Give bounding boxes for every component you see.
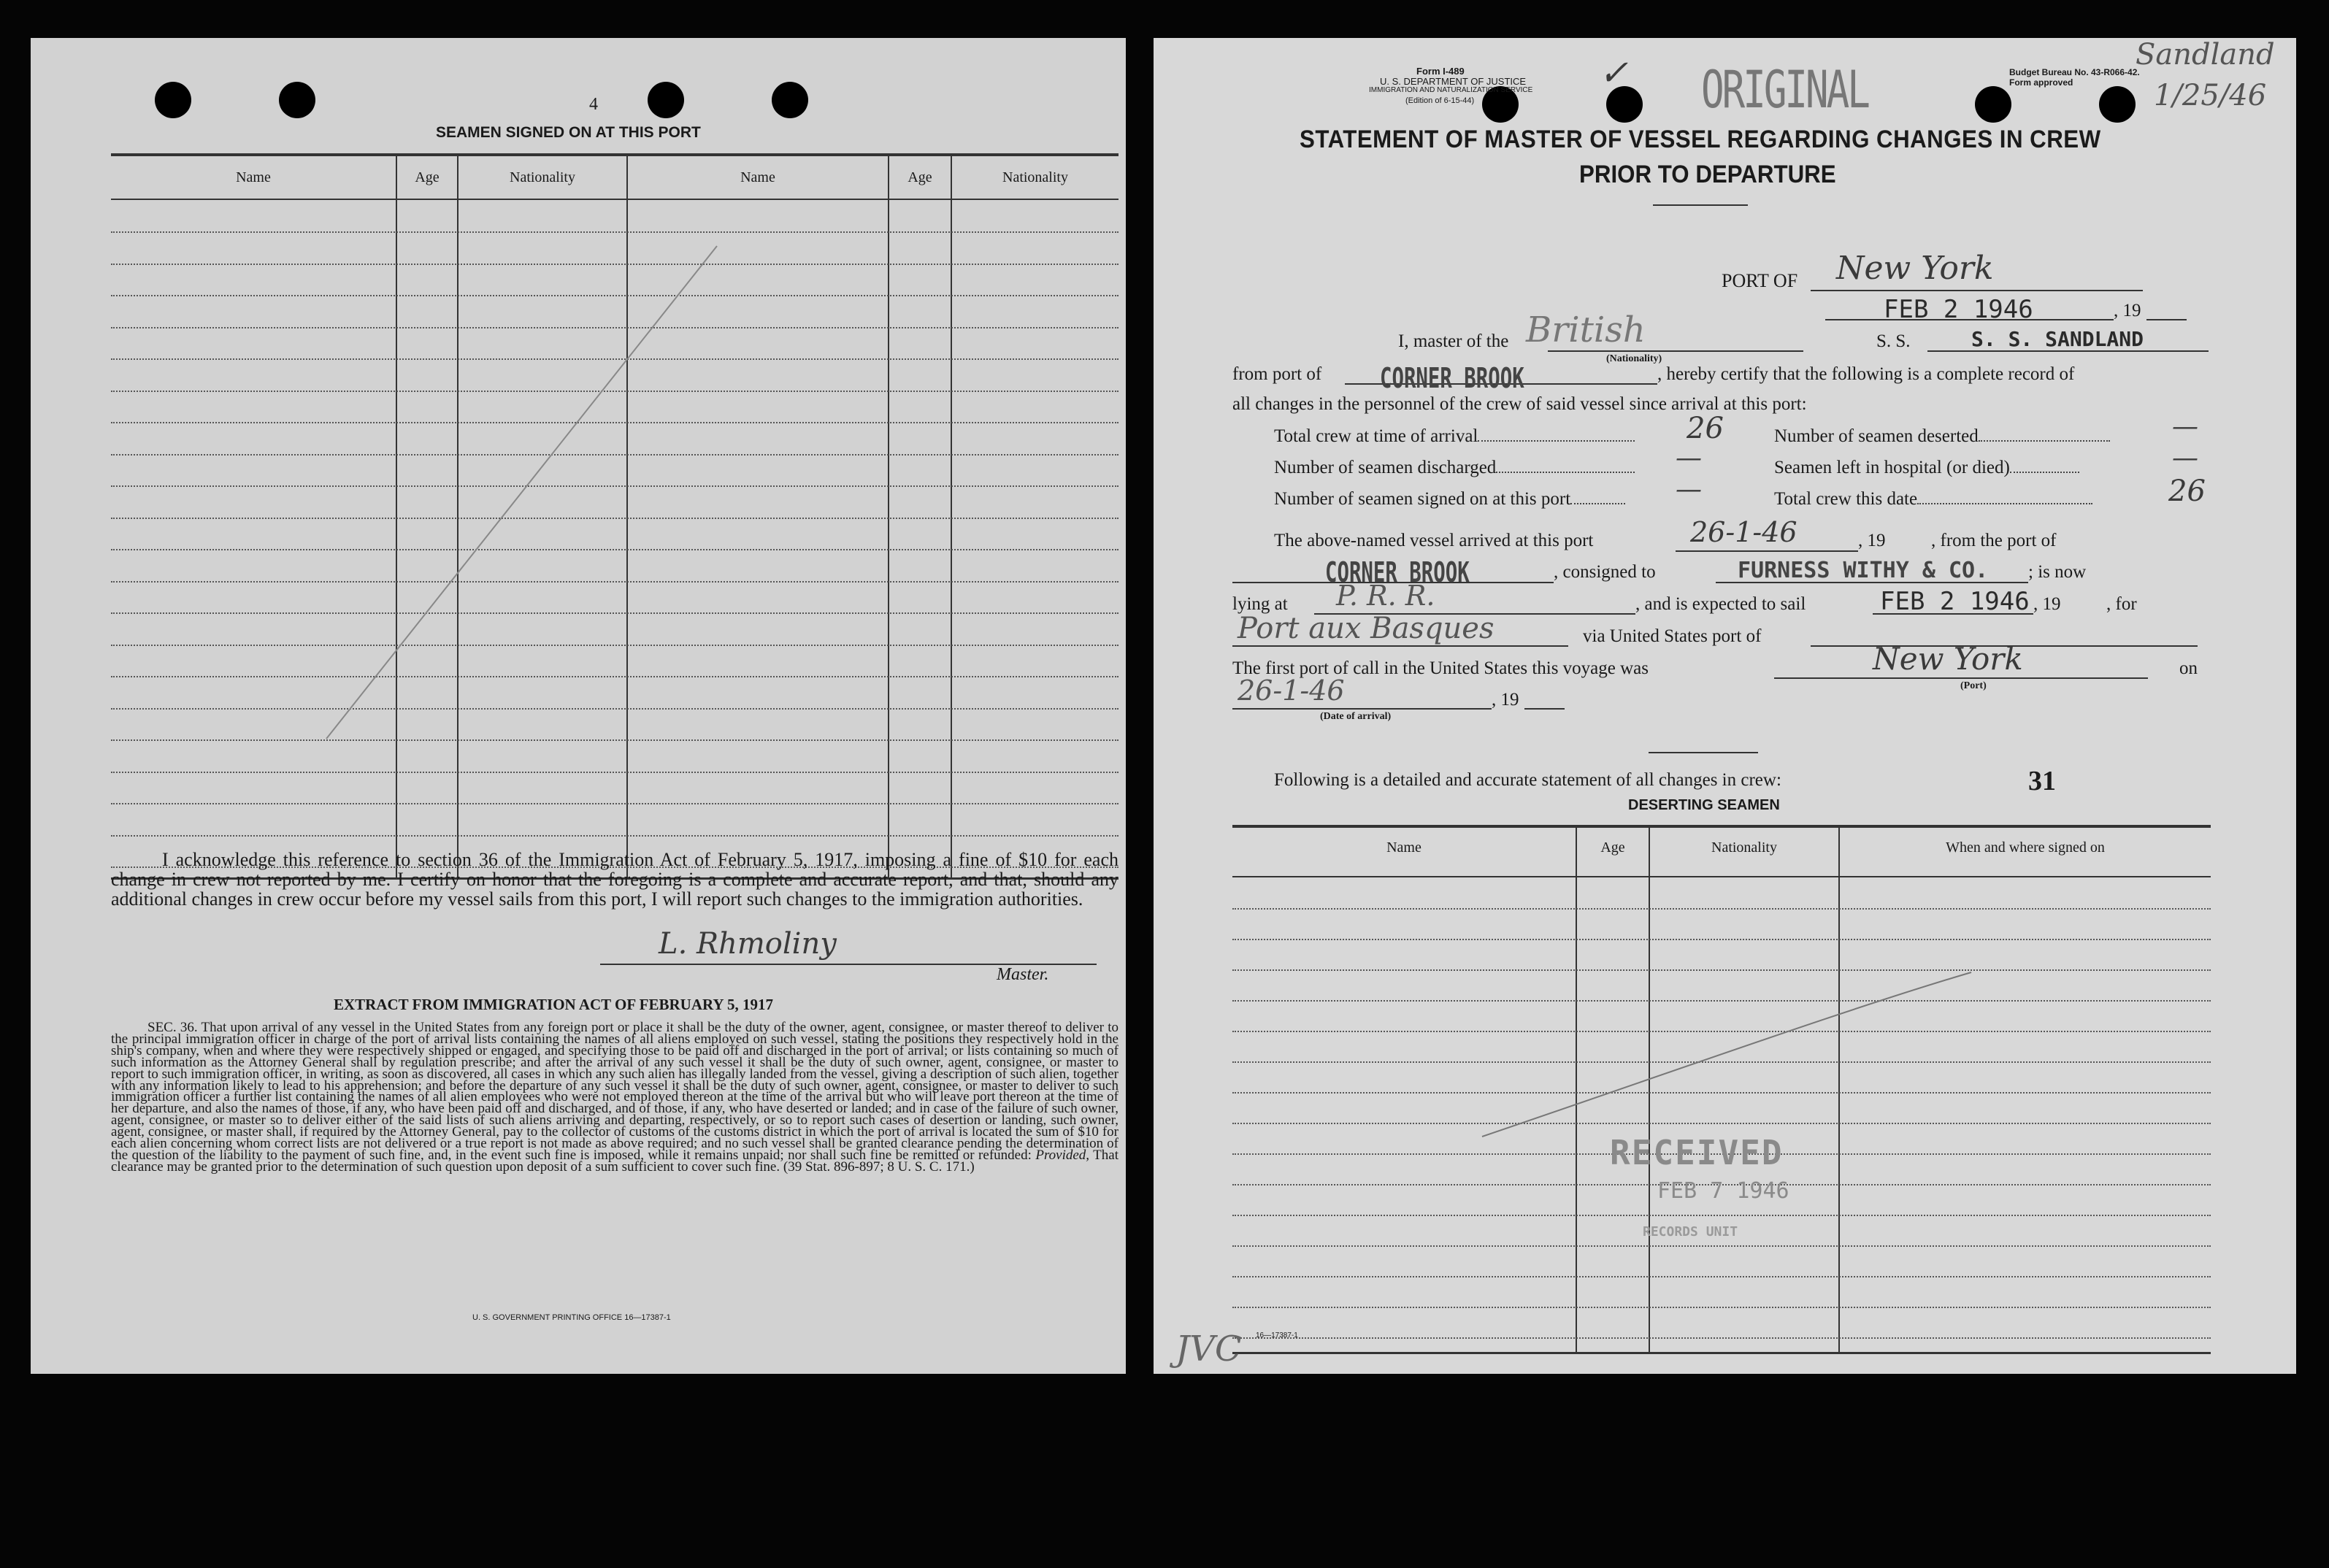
form-approved: Form approved <box>2009 77 2073 88</box>
first-port-value: New York <box>1873 641 2023 677</box>
from-port-label: from port of <box>1232 364 1322 384</box>
arrival-date-value: 26-1-46 <box>1238 675 1345 707</box>
master-signature: L. Rhmoliny <box>659 927 837 961</box>
discharged-label: Number of seamen discharged <box>1274 458 1635 478</box>
service-name: IMMIGRATION AND NATURALIZATION SERVICE <box>1369 86 1533 94</box>
des-col-header-name: Name <box>1386 839 1421 856</box>
date-stamp: FEB 2 1946 <box>1884 295 2033 324</box>
port-of-label: PORT OF <box>1722 270 1798 291</box>
following-text: Following is a detailed and accurate statement of all changes in crew: <box>1274 770 1781 790</box>
col-header-name: Name <box>236 169 271 185</box>
ship-name: S. S. SANDLAND <box>1971 327 2144 351</box>
page-number: 4 <box>589 95 598 114</box>
sheet-number: 31 <box>2028 766 2056 796</box>
arrival-date-caption: (Date of arrival) <box>1320 711 1392 722</box>
hospital-value: — <box>2172 443 2198 473</box>
extract-text: SEC. 36. That upon arrival of any vessel in the United States from any foreign port or place it shall be the duty of the owner, agent, consignee, or master thereof to deliver to the principal immigration officer in charge of the port of arrival lists containing the names of all aliens employed on such vessel, stating the positions they respectively hold in the ship's company, when and where they were respectively shipped or engaged, and specifying those to be paid off and discharged in the port of arrival; or lists containing so much of such information as the Attorney General shall by regulation prescribe; and after the arrival of any such vessel it shall be the duty of such owner, agent, consignee, or master to report to such immigration officer, in writing, as soon as discovered, all cases in which any such alien has illegally landed from the vessel, giving a description of such alien, together with any information likely to lead to his apprehension; and before the departure of any such vessel it shall be the duty of such owner, agent, consignee, or master to deliver to such immigration officer a further list containing the names of all alien employees who were not employed thereon at the time of the arrival but who will leave port thereon at the time of her departure, and also the names of those, if any, who have been paid off and discharged, and of those, if any, who have deserted or landed; and in case of the failure of such owner, agent, consignee, or master so to deliver either of the said lists of such aliens arriving and departing, respectively, or so to report such cases of desertion or landing, such owner, agent, consignee, or master shall, if required by the Attorney General, pay to the collector of customs of the customs district in which the port of arrival is located the sum of $10 for each alien concerning whom correct lists are not delivered or a true report is not made as above required; and no such vessel shall be granted clearance pending the determination of the question of the liability to the payment of such fine, and, in the event such fine is imposed, while it remains unpaid; nor shall such fine be remitted or refunded: Provided, That clearance may be granted prior to the determination of such question upon deposit of a sum sufficient to cover such fine. (39 Stat. 896-897; 8 U. S. C. 171.) <box>111 1020 1119 1175</box>
printer-imprint: U. S. GOVERNMENT PRINTING OFFICE 16—17387-1 <box>472 1313 671 1322</box>
hospital-label: Seamen left in hospital (or died) <box>1774 458 2079 478</box>
nationality-value: British <box>1526 310 1646 350</box>
nationality-caption: (Nationality) <box>1606 353 1662 364</box>
margin-initials: JVC <box>1175 1329 1242 1369</box>
cancel-stroke <box>1154 38 2296 1374</box>
des-col-header-signed-on: When and where signed on <box>1946 839 2105 856</box>
destination-value: Port aux Basques <box>1238 612 1495 645</box>
total-crew-arrival-value: 26 <box>1687 412 1724 445</box>
on-text: on <box>2179 658 2198 678</box>
left-page <box>31 38 1126 1374</box>
discharged-value: — <box>1676 443 1702 473</box>
deserted-value: — <box>2172 412 2198 442</box>
sail-date-value: FEB 2 1946 <box>1880 587 2030 616</box>
signed-on-title: SEAMEN SIGNED ON AT THIS PORT <box>436 124 701 141</box>
signed-on-value: — <box>1676 474 1702 504</box>
check-mark: ✓ <box>1599 53 1629 93</box>
budget-bureau: Budget Bureau No. 43-R066-42. <box>2009 67 2140 77</box>
total-crew-arrival-label: Total crew at time of arrival <box>1274 426 1635 447</box>
des-col-header-nationality: Nationality <box>1711 839 1777 856</box>
for-text: , 19 , for <box>2033 594 2137 614</box>
form-subtitle: PRIOR TO DEPARTURE <box>1579 161 1836 188</box>
corner-date: 1/25/46 <box>2154 79 2267 112</box>
col-header-age-2: Age <box>908 169 932 185</box>
from-port-of-text: , 19 , from the port of <box>1858 531 2057 550</box>
corner-note: Sandland <box>2136 38 2275 72</box>
arrival-year-suffix: , 19 <box>1492 690 1519 710</box>
received-stamp: RECEIVED <box>1610 1133 1784 1172</box>
col-header-nationality: Nationality <box>510 169 575 185</box>
origin-port-value: CORNER BROOK <box>1325 556 1470 588</box>
lying-at-label: lying at <box>1232 594 1288 614</box>
total-crew-date-value: 26 <box>2168 474 2206 508</box>
master-of-label: I, master of the <box>1398 331 1509 351</box>
extract-title: EXTRACT FROM IMMIGRATION ACT OF FEBRUARY 5, 1917 <box>334 996 774 1013</box>
des-col-header-age: Age <box>1600 839 1625 856</box>
cancel-stroke <box>31 38 1126 914</box>
signed-on-label: Number of seamen signed on at this port <box>1274 489 1625 510</box>
acknowledgement-text: I acknowledge this reference to section 36 of the Immigration Act of February 5, 1917, imposing a fine of $10 for each change in crew not reported by me. I certify on honor that the foregoing is a complete and accurate report, and that, should any additional changes in crew occur before my vessel sails from this port, I will report such changes to the immigration authorities. <box>111 849 1119 910</box>
port-of-value: New York <box>1836 250 1994 287</box>
certify-text: , hereby certify that the following is a complete record of <box>1657 364 2075 384</box>
via-text: via United States port of <box>1583 626 1762 646</box>
footer-code: 16—17387-1 <box>1256 1331 1298 1340</box>
original-stamp: ORIGINAL <box>1701 60 1868 120</box>
edition-note: (Edition of 6-15-44) <box>1405 96 1475 105</box>
total-crew-date-label: Total crew this date <box>1774 489 2092 510</box>
received-footer: RECORDS UNIT <box>1643 1224 1738 1240</box>
right-page <box>1154 38 2296 1374</box>
lying-at-value: P. R. R. <box>1336 580 1435 612</box>
consignee-value: FURNESS WITHY & CO. <box>1738 558 1989 583</box>
col-header-nationality-2: Nationality <box>1002 169 1068 185</box>
arrived-text: The above-named vessel arrived at this port <box>1274 531 1594 550</box>
is-now-text: ; is now <box>2028 562 2087 582</box>
master-label: Master. <box>997 965 1049 984</box>
ss-label: S. S. <box>1876 331 1911 351</box>
deserting-title: DESERTING SEAMEN <box>1628 797 1780 813</box>
form-title: STATEMENT OF MASTER OF VESSEL REGARDING CHANGES IN CREW <box>1300 126 2101 153</box>
port-caption: (Port) <box>1960 680 1987 691</box>
arrived-value: 26-1-46 <box>1690 516 1797 548</box>
form-number: Form I-489 <box>1416 66 1465 77</box>
col-header-age: Age <box>415 169 440 185</box>
first-port-text: The first port of call in the United States this voyage was <box>1232 658 1649 678</box>
from-port-value: CORNER BROOK <box>1380 362 1524 394</box>
certify-text-2: all changes in the personnel of the crew of said vessel since arrival at this port: <box>1232 394 1807 414</box>
deserted-label: Number of seamen deserted <box>1774 426 2110 447</box>
year-suffix: , 19 <box>2114 301 2141 320</box>
col-header-name-2: Name <box>740 169 775 185</box>
expected-sail-text: , and is expected to sail <box>1635 594 1806 614</box>
department-name: U. S. DEPARTMENT OF JUSTICE <box>1380 76 1527 87</box>
received-date: FEB 7 1946 <box>1657 1178 1789 1204</box>
consigned-label: , consigned to <box>1554 562 1656 582</box>
